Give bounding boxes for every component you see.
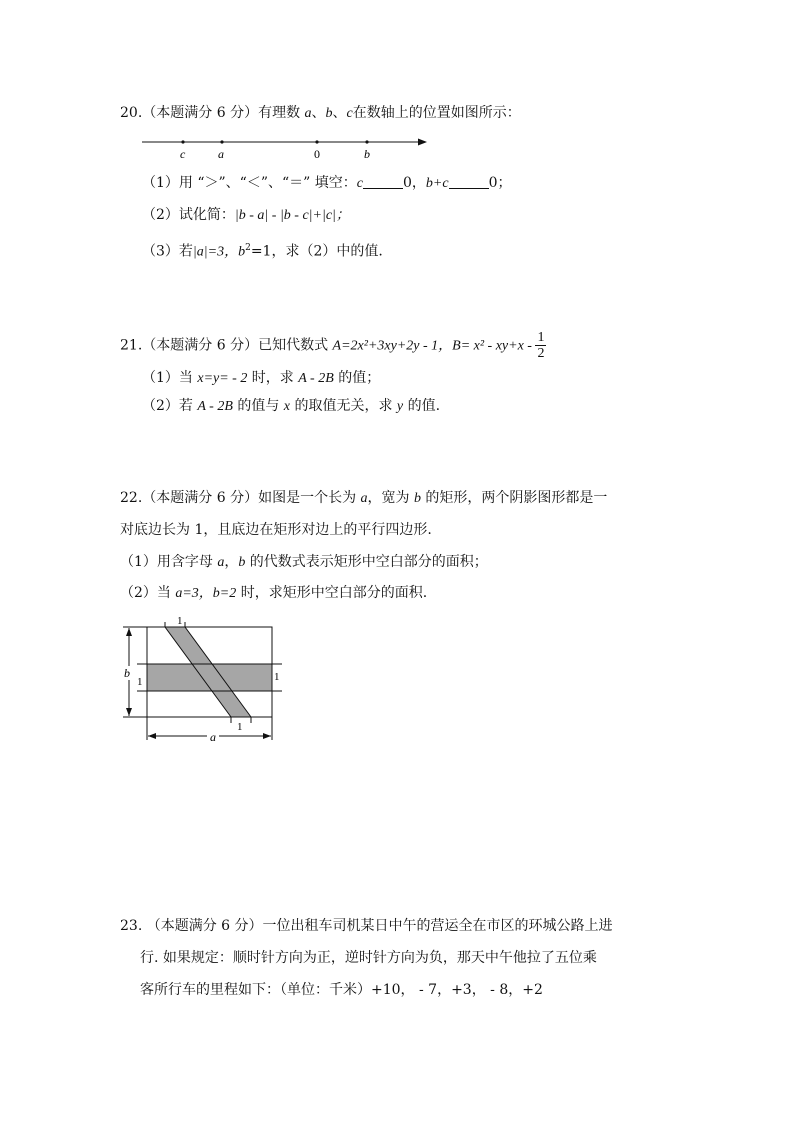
exponent: 2	[245, 243, 251, 253]
q21-header-text: 21.（本题满分 6 分）已知代数式	[120, 337, 333, 354]
q21-p1-text: （1）当	[142, 370, 198, 386]
answer-blank[interactable]	[449, 174, 489, 189]
var-b: b	[238, 555, 246, 570]
var-a: a	[304, 106, 312, 121]
q22-text: ，宽为	[367, 490, 414, 506]
point-zero	[315, 140, 318, 143]
label-zero: 0	[314, 147, 320, 161]
q23-text: 行. 如果规定：顺时针方向为正，逆时针方向为负，那天中午他拉了五位乘	[140, 950, 597, 966]
sep: 、	[311, 105, 326, 121]
var-y: y	[396, 399, 404, 414]
point-b	[365, 140, 368, 143]
q20-part1	[142, 173, 512, 194]
q23-line1	[120, 916, 613, 936]
q20-p1-mid: 0，	[402, 175, 426, 191]
q23-text: 23. （本题满分 6 分）一位出租车司机某日中午的营运全在市区的环城公路上进	[120, 918, 613, 934]
q21-p1-condition: x=y= - 2	[197, 371, 248, 386]
q20-part2	[142, 205, 350, 226]
q21-part1	[142, 368, 380, 389]
q22-text: 22.（本题满分 6 分）如图是一个长为	[120, 490, 361, 506]
var-a: a	[360, 491, 368, 506]
q22-part2	[120, 583, 427, 604]
q20-p3-text: （3）若	[142, 243, 193, 260]
q20-p3-tail: =1，求（2）中的值.	[250, 243, 383, 260]
answer-blank[interactable]	[363, 174, 403, 189]
q20-header	[120, 103, 521, 124]
expression-A-2B: A - 2B	[197, 399, 233, 414]
q22-text: 的矩形，两个阴影图形都是一	[420, 490, 608, 506]
fraction-denominator: 2	[537, 346, 545, 361]
q22-line2	[120, 520, 432, 540]
label-c: c	[180, 147, 186, 161]
q21-part2	[142, 396, 440, 417]
fraction-one-half	[535, 330, 546, 361]
sep: 、	[332, 105, 347, 121]
var-b: b	[238, 244, 246, 260]
fraction-numerator: 1	[537, 330, 545, 345]
q20-p1-end: 0；	[488, 175, 512, 191]
q22-p1-tail: 的代数式表示矩形中空白部分的面积；	[245, 554, 488, 570]
q22-p2-tail: 时，求矩形中空白部分的面积.	[236, 585, 428, 601]
label-bottom-1: 1	[237, 721, 243, 733]
q20-header-text: 20.（本题满分 6 分）有理数	[120, 105, 305, 121]
point-c	[181, 140, 184, 143]
expr-b-plus-c: b+c	[425, 176, 449, 191]
q20-p2-text: （2）试化简：	[142, 207, 235, 223]
q22-line1	[120, 488, 607, 509]
q21-p2-text: 的取值无关，求	[290, 398, 397, 414]
q22-p1-text: ，	[224, 554, 239, 570]
q21-p2-text: 的值与	[232, 398, 284, 414]
q21-p2-tail: 的值.	[403, 398, 441, 414]
var-b: b	[413, 491, 421, 506]
expression-B: B= x² - xy+x -	[452, 338, 536, 354]
q20-p3-expression: |a|=3，	[192, 244, 239, 260]
label-width-a: a	[210, 730, 216, 744]
q21-p1-text: 时，求	[247, 370, 299, 386]
label-b: b	[364, 147, 370, 161]
q22-p1-text: （1）用含字母	[120, 554, 218, 570]
q23-text: 客所行车的里程如下：（单位：千米）+10， - 7，+3， - 8，+2	[140, 982, 543, 998]
label-height-b: b	[124, 666, 130, 680]
label-top-1: 1	[177, 615, 183, 627]
q22-text: 对底边长为 1，且底边在矩形对边上的平行四边形.	[120, 522, 432, 538]
q21-p1-tail: 的值；	[333, 370, 381, 386]
q20-p2-expression: |b - a| - |b - c|+|c|；	[234, 208, 350, 223]
var-b: b	[325, 106, 333, 121]
q20-p1-text: （1）用 “＞”、“＜”、“＝” 填空：	[142, 175, 357, 191]
var-x: x	[283, 399, 290, 414]
var-c: c	[356, 176, 363, 191]
q22-p2-condition: a=3，b=2	[175, 586, 237, 601]
point-a	[220, 140, 223, 143]
var-c: c	[346, 106, 353, 121]
q22-p2-text: （2）当	[120, 585, 176, 601]
q21-p2-text: （2）若	[142, 398, 198, 414]
q20-part3	[142, 238, 383, 263]
number-line	[138, 134, 438, 164]
expression-A: A=2x²+3xy+2y - 1，	[332, 338, 453, 354]
q23-line2	[140, 948, 597, 968]
expression-A-2B: A - 2B	[298, 371, 334, 386]
q21-header	[120, 330, 546, 361]
label-left-1: 1	[137, 676, 143, 688]
rectangle-figure	[115, 612, 285, 747]
q20-header-tail: 在数轴上的位置如图所示：	[352, 105, 521, 121]
label-a: a	[218, 147, 224, 161]
var-a: a	[217, 555, 225, 570]
q22-part1	[120, 552, 488, 573]
q23-line3	[140, 980, 543, 1000]
label-right-1: 1	[274, 671, 280, 683]
